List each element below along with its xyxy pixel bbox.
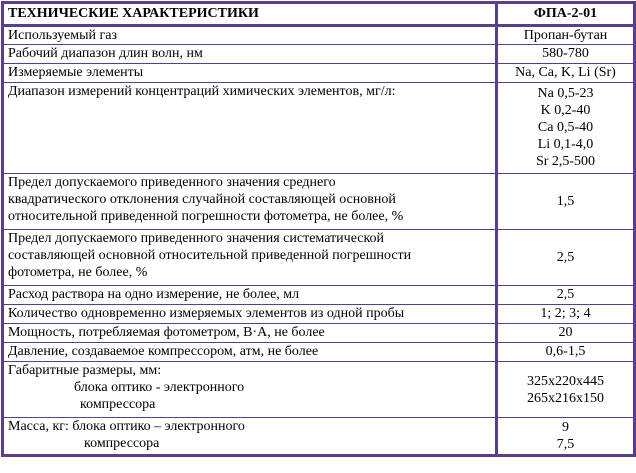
- param-text: квадратического отклонения случайной составляющей основной: [8, 192, 396, 207]
- param-text: Габаритные размеры, мм:: [8, 363, 162, 378]
- param-text: Мощность, потребляемая фотометром, В·А, не более: [8, 325, 325, 340]
- table-row: [3, 286, 635, 305]
- value-text: Na 0,5-23: [537, 86, 594, 101]
- value-text: Ca 0,5-40: [537, 120, 594, 135]
- value-text: 20: [558, 325, 573, 340]
- value-cell: [497, 362, 635, 418]
- param-text: Расход раствора на одно измерение, не более, мл: [8, 287, 300, 302]
- value-cell: [497, 45, 635, 64]
- table-row: [3, 83, 635, 174]
- param-cell: [3, 324, 497, 343]
- model-name: ФПА-2-01: [497, 3, 635, 26]
- value-text: Li 0,1-4,0: [537, 137, 594, 152]
- table-row: [3, 418, 635, 456]
- value-cell: [497, 174, 635, 230]
- value-text: 2,5: [556, 250, 575, 265]
- param-text: Предел допускаемого приведенного значения систематической: [8, 231, 385, 246]
- param-cell: [3, 362, 497, 418]
- param-text: Масса, кг: блока оптико – электронного: [8, 419, 245, 434]
- value-text: 265x216x150: [527, 390, 604, 406]
- param-text: фотометра, не более, %: [8, 265, 148, 280]
- table-row: [3, 343, 635, 362]
- param-text: Давление, создаваемое компрессором, атм, не более: [8, 344, 319, 359]
- value-text: 7,5: [556, 437, 575, 452]
- value-text: Sr 2,5-500: [535, 154, 596, 169]
- param-text: Диапазон измерений концентраций химических элементов, мг/л:: [8, 84, 396, 99]
- param-text: Используемый газ: [8, 28, 118, 43]
- param-cell: [3, 286, 497, 305]
- param-cell: [3, 305, 497, 324]
- param-text: блока оптико - электронного: [74, 380, 245, 395]
- param-cell: [3, 26, 497, 45]
- value-text: 325x220x445: [527, 373, 604, 389]
- param-text: относительной приведенной погрешности фотометра, не более, %: [8, 209, 404, 224]
- value-cell: [497, 343, 635, 362]
- table-row: [3, 305, 635, 324]
- param-text: компрессора: [80, 397, 156, 412]
- value-cell: [497, 64, 635, 83]
- value-text: Na, Ca, K, Li (Sr): [515, 65, 616, 80]
- value-cell: [497, 418, 635, 456]
- table-row: [3, 174, 635, 230]
- param-text: Измеряемые элементы: [8, 65, 144, 80]
- value-cell: [497, 324, 635, 343]
- value-cell: [497, 83, 635, 174]
- value-text: 1; 2; 3; 4: [540, 306, 591, 321]
- value-cell: [497, 26, 635, 45]
- param-text: Предел допускаемого приведенного значения среднего: [8, 175, 336, 190]
- param-cell: [3, 230, 497, 286]
- value-cell: [497, 230, 635, 286]
- value-text: K 0,2-40: [540, 103, 591, 118]
- value-text: 9: [562, 420, 569, 435]
- table-row: [3, 362, 635, 418]
- specifications-table: [1, 1, 636, 457]
- param-cell: [3, 343, 497, 362]
- param-cell: [3, 174, 497, 230]
- param-cell: [3, 83, 497, 174]
- value-text: 2,5: [556, 287, 575, 302]
- value-text: 1,5: [556, 194, 575, 209]
- param-text: Количество одновременно измеряемых элементов из одной пробы: [8, 306, 405, 321]
- table-row: [3, 26, 635, 45]
- table-row: [3, 64, 635, 83]
- param-text: Рабочий диапазон длин волн, нм: [8, 46, 203, 61]
- param-text: компрессора: [84, 436, 160, 451]
- value-cell: [497, 286, 635, 305]
- value-cell: [497, 305, 635, 324]
- param-text: составляющей основной относительной приведенной погрешности: [8, 248, 412, 263]
- table-title: ТЕХНИЧЕСКИЕ ХАРАКТЕРИСТИКИ: [3, 3, 497, 26]
- value-text: 580-780: [542, 46, 589, 61]
- table-row: [3, 324, 635, 343]
- table-row: [3, 45, 635, 64]
- value-text: 0,6-1,5: [545, 344, 586, 359]
- table-row: [3, 230, 635, 286]
- table-header-row: [3, 3, 635, 26]
- param-cell: [3, 418, 497, 456]
- value-text: Пропан-бутан: [523, 28, 608, 43]
- param-cell: [3, 64, 497, 83]
- param-cell: [3, 45, 497, 64]
